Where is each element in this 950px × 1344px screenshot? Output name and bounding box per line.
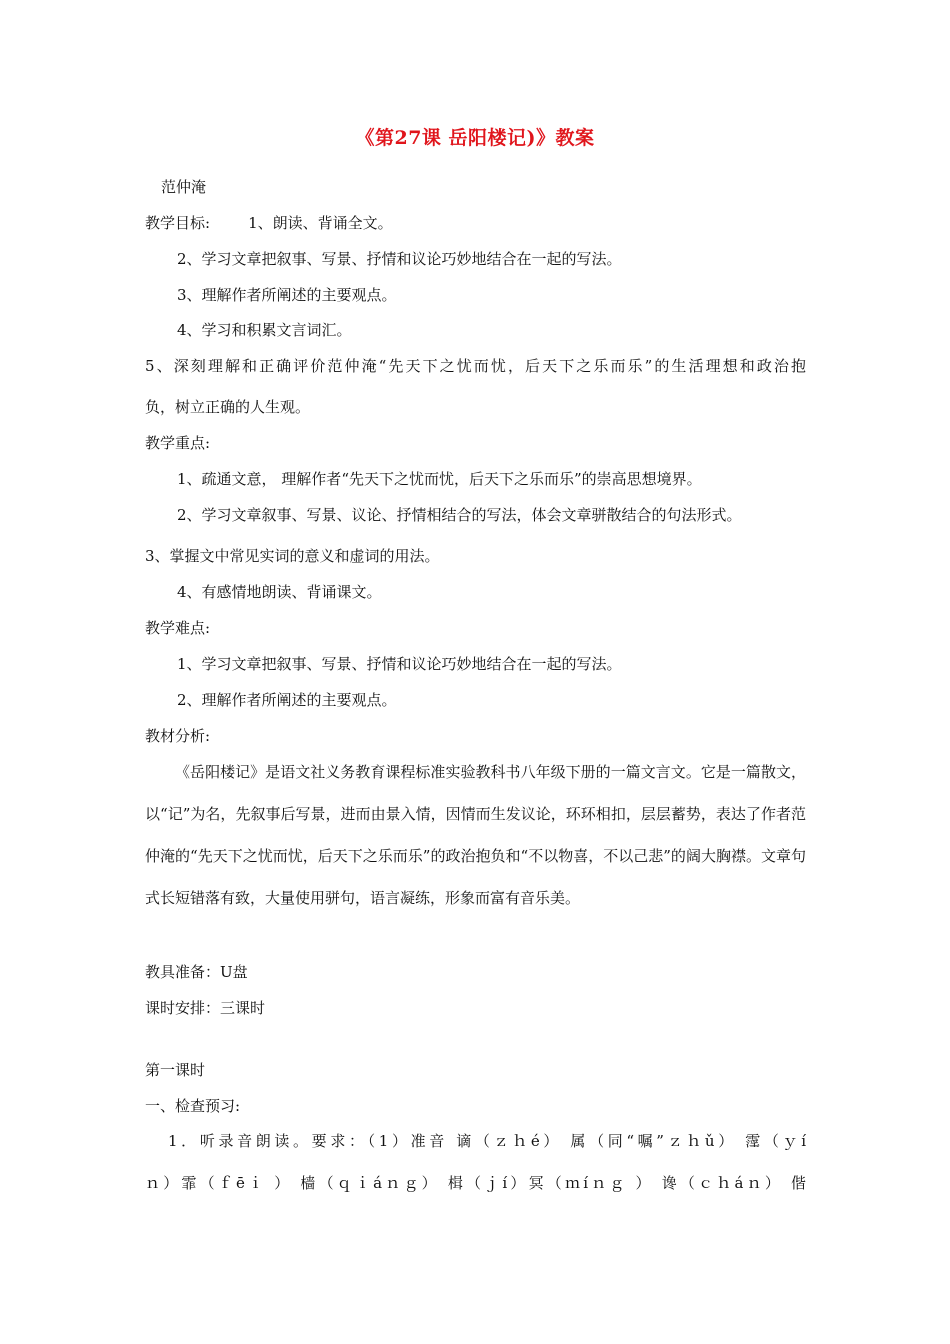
goal-item-4: 4、学习和积累文言词汇。 [177, 321, 352, 339]
difficulty-item-2: 2、理解作者所阐述的主要观点。 [177, 691, 397, 709]
key-point-item-4: 4、有感情地朗读、背诵课文。 [177, 583, 382, 601]
goal-item-5-line-1: 5、深刻理解和正确评价范仲淹“先天下之忧而忧，后天下之乐而乐”的生活理想和政治抱 [145, 357, 806, 375]
goal-item-2: 2、学习文章把叙事、写景、抒情和议论巧妙地结合在一起的写法。 [177, 250, 622, 268]
schedule: 课时安排：三课时 [145, 999, 266, 1017]
document-title: 《第27课 岳阳楼记)》教案 [355, 127, 595, 149]
analysis-paragraph [145, 751, 806, 919]
analysis-label: 教材分析: [145, 727, 211, 745]
lesson1-heading: 第一课时 [145, 1061, 206, 1079]
analysis-text: 《岳阳楼记》是语文社义务教育课程标准实验教科书八年级下册的一篇文言文。它是一篇散文，以“记”为名，先叙事后写景，进而由景入情，因情而生发议论，环环相扣，层层蓄势，表达了作者范仲淹的“先天下之忧而忧，后天下之乐而乐”的政治抱负和“不以物喜，不以己悲”的阔大胸襟。文章句式长短错落有致，大量使用骈句，语言凝练，形象而富有音乐美。 [145, 763, 806, 907]
goal-item-1: 1、朗读、背诵全文。 [248, 214, 393, 232]
goal-item-3: 3、理解作者所阐述的主要观点。 [177, 286, 397, 304]
difficulties-label: 教学难点: [145, 619, 211, 637]
goals-label: 教学目标: [145, 214, 211, 232]
lesson1-step1-line-1: 1．听录音朗读。要求：（1）准音 谪（ｚｈé） 属（同“嘱”ｚｈǔ） 霪（ｙí [168, 1132, 806, 1150]
lesson1-step1-line-2: ｎ）霏（ｆēｉ ） 樯（ｑｉáｎｇ） 楫（ｊí）冥（ｍíｎｇ ） 谗（ｃｈáｎ） 偕 [145, 1174, 806, 1192]
goals-row-1 [145, 213, 393, 233]
difficulty-item-1: 1、学习文章把叙事、写景、抒情和议论巧妙地结合在一起的写法。 [177, 655, 622, 673]
lesson1-section-1: 一、检查预习: [145, 1097, 241, 1115]
goal-item-5-line-2: 负，树立正确的人生观。 [145, 398, 311, 416]
equipment: 教具准备：U盘 [145, 963, 248, 981]
key-point-item-1: 1、疏通文意， 理解作者“先天下之忧而忧，后天下之乐而乐”的崇高思想境界。 [177, 470, 702, 488]
key-points-label: 教学重点: [145, 434, 211, 452]
key-point-item-3: 3、掌握文中常见实词的意义和虚词的用法。 [145, 547, 440, 565]
author: 范仲淹 [161, 178, 207, 196]
key-point-item-2: 2、学习文章叙事、写景、议论、抒情相结合的写法，体会文章骈散结合的句法形式。 [177, 506, 742, 524]
